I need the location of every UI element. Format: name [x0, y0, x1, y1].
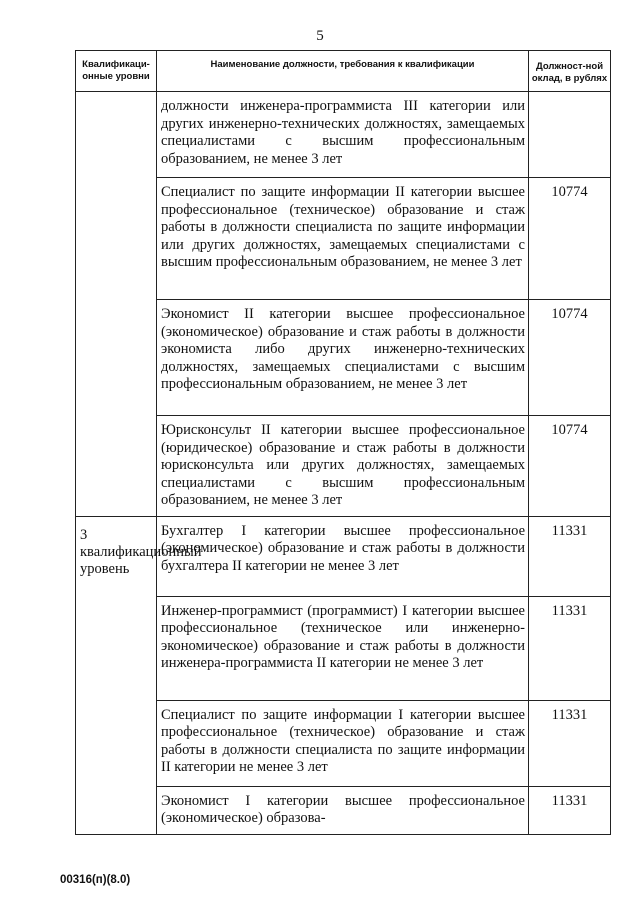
position-description: Бухгалтер I категории высшее профессиональное (экономическое) образование и стаж работы в должности бухгалтера II категории не менее 3 лет [157, 516, 529, 596]
table-row [76, 516, 611, 596]
salary-value: 10774 [529, 178, 611, 300]
salary-value: 11331 [529, 596, 611, 700]
position-description: должности инженера-программиста III категории или других инженерно-технических должностях, замещаемых специалистами с высшим профессиональным образованием, не менее 3 лет [157, 92, 529, 178]
salary-value: 11331 [529, 700, 611, 786]
table-row [76, 416, 611, 517]
position-description: Специалист по защите информации II категории высшее профессиональное (техническое) образование и стаж работы в должности специалиста по защите информации или других должностях, замещаемых специалистами с высшим профессиональным образованием, не менее 3 лет [157, 178, 529, 300]
salary-value [529, 92, 611, 178]
salary-value: 11331 [529, 786, 611, 834]
table-header-row [76, 51, 611, 92]
position-description: Инженер-программист (программист) I категории высшее профессиональное (техническое или инженерно-экономическое) образование и стаж работы в должности инженера-программиста II категории не менее 3 лет [157, 596, 529, 700]
qualification-table [75, 50, 611, 835]
position-description: Экономист II категории высшее профессиональное (экономическое) образование и стаж работы в должности экономиста либо других инженерно-технических должностях, замещаемых специалистами с высшим профессиональным образованием, не менее 3 лет [157, 300, 529, 416]
level-cell [76, 92, 157, 517]
salary-value: 10774 [529, 300, 611, 416]
level-cell-3: 3 квалификационный уровень [76, 516, 157, 834]
position-description: Специалист по защите информации I категории высшее профессиональное (техническое) образование и стаж работы в должности специалиста по защите информации II категории не менее 3 лет [157, 700, 529, 786]
table-row [76, 178, 611, 300]
header-position-requirements: Наименование должности, требования к квалификации [157, 51, 529, 92]
salary-value: 11331 [529, 516, 611, 596]
header-qualification-levels: Квалификаци-онные уровни [76, 51, 157, 92]
document-code: 00316(п)(8.0) [60, 874, 131, 886]
table-row [76, 700, 611, 786]
table-row [76, 786, 611, 834]
table-row [76, 92, 611, 178]
table-row [76, 596, 611, 700]
position-description: Юрисконсульт II категории высшее профессиональное (юридическое) образование и стаж работы в должности юрисконсульта или других должностях, замещаемых специалистами с высшим профессиональным образованием, не менее 3 лет [157, 416, 529, 517]
header-salary: Должност-ной оклад, в рублях [529, 51, 611, 92]
salary-value: 10774 [529, 416, 611, 517]
table-row [76, 300, 611, 416]
page-number: 5 [316, 28, 324, 44]
position-description: Экономист I категории высшее профессиональное (экономическое) образова- [157, 786, 529, 834]
